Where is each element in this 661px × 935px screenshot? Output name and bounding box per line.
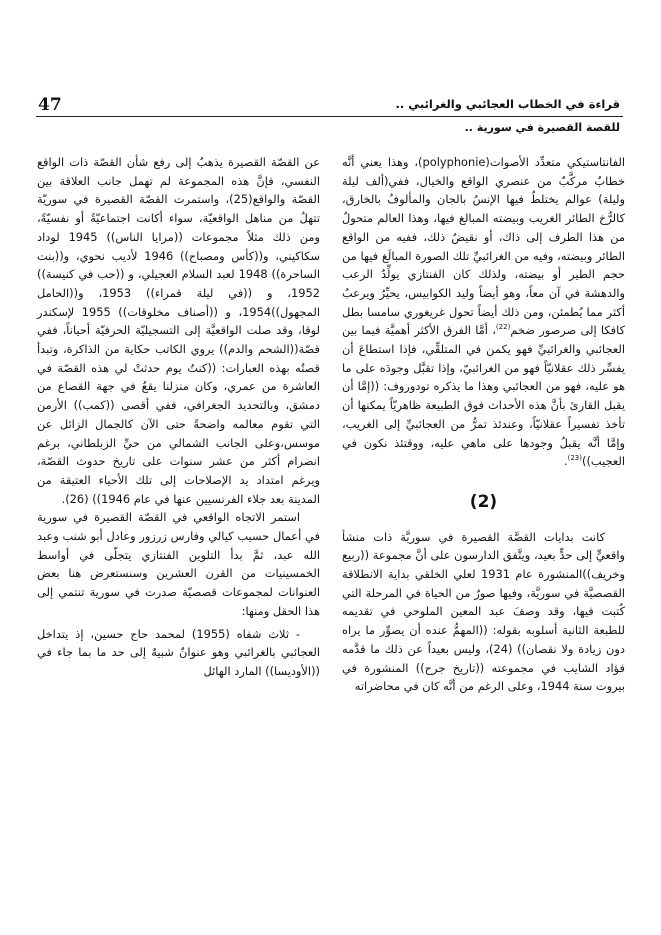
page-number: 47 [38,95,62,115]
left-column [37,153,320,681]
paragraph: عن القصّة القصيرة يذهبُ إلى رفع شأن القصّة ذات الواقع النفسي، فإنَّ هذه المجموعة لم تهمل جانب العلاقة بين القصّة والواقع(25)، واستمرت القصّة القصيرة في سوريّة تتهلُ من مناهل الواقعيّة، سواء أكانت اجتماعيّةً أو نفسيّةً، ومن ذلك مثلاً مجموعات ((مرايا الناس)) 1945 لوداد سكاكيني، و((كأس ومصباح)) 1946 لأديب نحوي، و((بنت الساحرة)) 1948 لعبد السلام العجيلي، و ((حب في كنيسة)) 1952، و ((في ليلة قمراء)) 1953، و((الحامل المجهول))1954، و ((أصناف مخلوقات)) 1955 لإسكندر لوقا، وقد صلت الواقعيَّة إلى التسجيليّة الحرفيّة أحياناً، ففي قصّة((الشحم والدم)) يروي الكاتب حكاية من الذاكرة، وتبدأ قصتُه بهذه العبارات: ((كنتُ يوم حدثتْ لي هذه القصّة في العاشرة من عمري، وكان منزلنا يقعُ في جهة القصاع من دمشق، وبالتحديد الجغرافي، ففي أقصى ((كمب)) الأرمن التي تقوم معالمه واضحةً حتى الآن كالجمال الزائل عن موسس،وعلى الجانب الشمالي من حيِّ الزبلطاني، برغم انصرام أكثر من عشر سنوات على تاريخ حدوث القصّة، ويرغم امتداد يد الإصلاحات إلى تلك الأحياء العتيقة من المدينة بعد جلاء الفرنسيين عنها في عام 1946)) (26). [37,155,321,506]
paragraph-text: الفانتاستيكي متعدِّد الأصوات(polyphonie)، وهذا يعني أنَّه خطابٌ مركَّبٌ من عنصري الواقع والخيال، ففي(ألف ليلة وليلة) عوالم يختلطُ فيها الإنسُ بالجان والمألوفُ بالخارق، كالرُّخ الطائر الغريب وبيضته المبالغ فيها، وهذا العالم متحولٌ من هذا الطرف إلى ذاك، أو نقيضُ ذلك، ففيه من الواقع الطائر وبيضته، وفيه من الغرائبيِّ تلك الصورة المبالَغ فيها من حجم الطير أو بيضته، ولذلك كان الفنتازي يولِّدُ الرعب والدهشة في آن معاً، وهو أيضاً وليد الكوابيس، يحيِّرُ ويرعبُ أكثر مما يُطمئن، ومن ذلك أيضاً تحول غريغوري سامسا بطل كافكا إلى صرصور ضخم [342,155,625,338]
running-subtitle: للقصة القصيرة في سورية .. [464,121,620,134]
running-title: قراءة في الخطاب العجائبي والغرائبي .. [395,97,620,111]
paragraph: كانت بدايات القصَّة القصيرة في سوريَّة ذات منشأ واقعيٍّ إلى حدٍّ بعيد، ويتَّفق الدارسون على أنَّ مجموعة ((ربيع وخريف))المنشورة عام 1931 لعلي الخلقي بداية الانطلاقة القصصيَّة في سوريَّة، وفيها صورٌ من الحياة في المرحلة التي كُتبت فيها، وقد وصفَ عبد المعين الملوحي في تقديمه للطبعة الثانية أسلوبه بقوله: ((المهمُّ عنده أن يصوِّر ما يراه دون زيادة ولا نقصان)) (24)، وليس بعيداً عن ذلك ما قدَّمه فؤاد الشايب في مجموعته ((تاريخ جرح)) المنشورة في بيروت سنة 1944، وعلى الرغم من أنَّه كان في محاضراته [342,529,625,694]
paragraph-text: . [563,454,568,469]
header-rule [36,116,623,117]
paragraph-text: ، أمَّا الفرق الأكثر أهميَّة فيما بين العجائبي والغرائبيِّ فهو يكمن في المتلقِّي، فإذا استطاعَ أن يفسِّر ذلك عقلانيّاً فهو من الغرائبيّ، وإذا تقبَّل وجودَه على ما هو عليه، فهو من العجائبي وهذا ما يذكره تودوروف: ((إمَّا أن يقبل القارئ بأنَّ هذه الأحداث فوق الطبيعة ظاهريّاً يمكنها أن تأخذ تفسيراً عقلانيّاً، وعندئذ تمرُّ من العجائبيِّ إلى الغريب، وإمَّا أنَّه يقبلُ وجودها على ماهي عليه، ووقتئذ نكون في العجيب)) [342,323,625,469]
section-heading: (2) [469,491,498,512]
paragraph: استمر الاتجاه الواقعي في القصّة القصيرة في سورية في أعمال حسيب كيالي وفارس زرزور وعادل أبو شنب وعبد الله عبد، ثمَّ بدأ التلوين الفنتازي يتجلّى في أواسط الخمسينيات من القرن العشرين وسنستعرض هنا بعض العنوانات لمجموعات قصصيّة صدرت في سورية تنتمي إلى هذا الحقل ومنها: [37,510,320,618]
paragraph [342,153,625,471]
right-column [342,153,625,696]
list-item: - ثلاث شفاه (1955) لمحمد حاج حسين، إذ يتداخل العجائبي بالغرائبي وهو عنوانٌ شبيهٌ إلى حد ما بما جاء في ((الأوديسا)) المارد الهائل [37,626,320,678]
footnote-ref: (22) [495,323,511,332]
footnote-ref: (23) [567,454,582,463]
